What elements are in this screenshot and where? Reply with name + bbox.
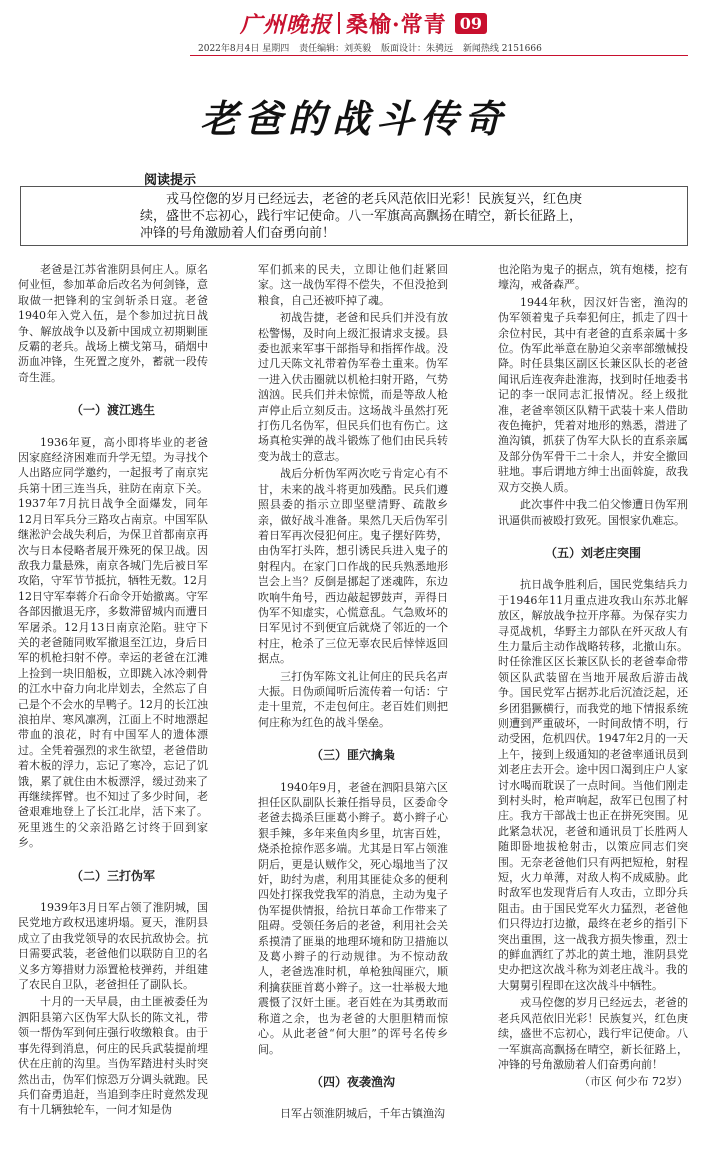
- paragraph: 初战告捷，老爸和民兵们并没有放松警惕，及时向上级汇报请求支援。县委也派来军事干部指导和指挥作战。没过几天陈文礼带着伪军卷土重来。伪军一进入伏击圈就以机枪扫射开路，气势汹汹。民兵们并未惊慌，而是等敌人枪声停止后立刻反击。这场战斗虽然打死打伤几名伪军，但民兵们也有伤亡。这场真枪实弹的战斗锻炼了他们由民兵转变为战士的意志。: [258, 311, 448, 463]
- reading-tips-label: 阅读提示: [144, 173, 197, 188]
- header-rule: [190, 55, 688, 56]
- section-heading-5: （五）刘老庄突围: [544, 545, 641, 560]
- header-info-line: [198, 41, 549, 54]
- paragraph: 战后分析伪军两次吃亏肯定心有不甘，未来的战斗将更加残酷。民兵们遵照县委的指示立即坚壁清野、疏散乡亲，做好战斗准备。果然几天后伪军引着日军再次侵犯何庄。鬼子摆好阵势，由伪军打头阵，想引诱民兵进入鬼子的射程内。在家门口作战的民兵熟悉地形岂会上当？反倒是挪起了迷魂阵，东边吹响牛角号，西边敲起锣鼓声，弄得日伪军不知虚实，心慌意乱。气急败坏的日军见讨不到便宜后就烧了邻近的一个村庄，枪杀了三位无辜农民后悻悻返回据点。: [258, 467, 448, 666]
- article-column-2: [258, 262, 448, 1124]
- section-heading-1: （一）渡江逃生: [70, 403, 155, 418]
- page-number-badge: 09: [455, 13, 487, 34]
- paragraph: 1939年3月日军占领了淮阴城，国民党地方政权迅速坍塌。夏天，淮阴县成立了由我党领导的农民抗敌协会。抗日需要武装，老爸他们以联防自卫的名义多方筹措财力添置枪枝弹药，并组建了农民自卫队，老爸担任了副队长。: [18, 901, 208, 992]
- section-name: 桑榆·常青: [346, 11, 447, 38]
- paragraph: 抗日战争胜利后，国民党集结兵力于1946年11月重点进攻我山东苏北解放区，解放战争拉开序幕。为保存实力寻觅战机，华野主力部队在歼灭敌人有生力量后主动作战略转移，北撤山东。时任徐淮区区长兼区队长的老爸奉命带领区队武装留在当地开展敌后游击战争。国民党军占据苏北后沉渣泛起，还乡团猖獗横行，而我党的地下情报系统则遭到严重破坏，一时间敌情不明，行动受困，危机四伏。1947年2月的一天上午，接到上级通知的老爸率通讯员到刘老庄去开会。途中因口渴到庄户人家讨水喝而耽误了一点时间。当他们刚走到村头时，枪声响起，敌军已包围了村庄。我方干部战士也正在拼死突围。见此紧急状况，老爸和通讯员丁长胜两人随即卧地拔枪射击，以策应同志们突围。无奈老爸他们只有两把短枪，射程短，火力单薄，对敌人构不成威胁。此时敌军也发现背后有人攻击，立即分兵阻击。由于国民党军火力猛烈，老爸他们只得边打边撤，最终在老乡的指引下突出重围，这一战我方损失惨重，烈士的鲜血洒红了苏北的黄土地，淮阴县党史办把这次战斗称为刘老庄战斗。我的大舅舅引程即在这次战斗中牺牲。: [498, 578, 688, 992]
- designer-credit: 版面设计：朱骋远: [380, 44, 453, 54]
- section-heading-4: （四）夜袭渔沟: [310, 1074, 395, 1089]
- article-column-3: [498, 262, 688, 1090]
- intro-paragraph: 老爸是江苏省淮阴县何庄人。原名何业恒，参加革命后改名为何剑锋，意取做一把锋利的宝剑斩杀日寇。老爸1940年入党入伍，是个参加过抗日战争、解放战争以及新中国成立初期剿匪反霸的老兵。战场上横戈第马，硝烟中沥血冲锋，生死置之度外，蓄就一段传奇生涯。: [18, 263, 208, 384]
- paragraph: 1936年夏，高小即将毕业的老爸因家庭经济困难而升学无望。为寻找个人出路应同学邀约，一起报考了南京宪兵第十团三连当兵，驻防在南京下关。1937年7月抗日战争全面爆发，同年12月日军兵分三路攻占南京。中国军队继淞沪会战失利后，为保卫首都南京再次与日本侵略者展开殊死的保卫战。因敌我力量悬殊，南京各城门先后被日军攻陷，守军节节抵抗，牺牲无数。12月12日守军奉蒋介石命令开始撤离。守军各部因撤退无序，多数滞留城内而遭日军屠杀。12月13日南京沦陷。驻守下关的老爸随同败军撤退至江边，身后日军的机枪扫射不停。幸运的老爸在江滩上捡到一块旧船板，立即跳入冰冷刺骨的江水中奋力向北岸划去，全然忘了自己是个不会水的旱鸭子。12月的长江浊浪拍岸、寒风凛冽，江面上不时地漂起带血的浪花，时有中国军人的遗体漂过。全凭着强烈的求生欲望，老爸借助着木板的浮力，忘记了寒冷，忘记了饥饿，累了就住由木板漂浮，缓过劲来了再继续挥臂。也不知过了多少时间，老爸艰难地登上了长江北岸，活下来了。死里逃生的父亲沿路乞讨终于回到家乡。: [18, 435, 208, 850]
- page-header: [0, 0, 708, 58]
- section-heading-2: （二）三打伪军: [70, 868, 155, 883]
- paragraph: 也沦陷为鬼子的据点，筑有炮楼，挖有壕沟，戒备森严。: [498, 263, 688, 292]
- paragraph: 此次事件中我二伯父惨遭日伪军刑讯逼供而被殴打致死。国恨家仇难忘。: [498, 498, 688, 527]
- newspaper-logo: 广州晚报: [240, 11, 333, 38]
- paragraph: 1940年9月，老爸在泗阳县第六区担任区队副队长兼任指导员，区委命令老爸去捣杀巨匪葛小辫子。葛小辫子心狠手辣，多年来鱼肉乡里，坑害百姓，烧杀抢掠作恶多端。尤其是日军占领淮阴后，更是认贼作父，死心塌地当了汉奸，助纣为虐，利用其匪徒众多的便利四处打探我党我军的消息，主动为鬼子伪军提供情报，给抗日革命工作带来了阻碍。受领任务后的老爸，利用社会关系摸清了匪巢的地理环境和防卫措施以及葛小辫子的行动规律。为不惊动敌人，老爸选准时机，单枪独闯匪穴，顺利擒获匪首葛小辫子。这一壮举极大地震慑了汉奸土匪。老百姓在为其勇敢而称道之余，也为老爸的大胆胆精而惊心。从此老爸“何大胆”的诨号名传乡间。: [258, 780, 448, 1056]
- paragraph: 1944年秋，因汉奸告密，渔沟的伪军领着鬼子兵奉犯何庄，抓走了四十余位村民，其中有老爸的直系亲属十多位。伪军此举意在胁迫父亲率部缴械投降。时任县集区副区长兼区队长的老爸闻讯后连夜奔赴淮海，找到时任地委书记的李一氓同志汇报情况。经上级批准，老爸率领区队精干武装十来人借助夜色掩护，凭着对地形的熟悉，潜进了渔沟镇，抓获了伪军大队长的直系亲属及部分伪军骨干二十余人，并安全撤回驻地。事后谓地方绅士出面斡旋，敌我双方交换人质。: [498, 295, 688, 494]
- editor-credit: 责任编辑：刘英毅: [299, 44, 372, 54]
- masthead-divider: [338, 12, 340, 34]
- masthead: [240, 8, 487, 38]
- closing-paragraph: 戎马倥偬的岁月已经远去，老爸的老兵风范依旧光彩！民族复兴，红色庚续，盛世不忘初心，践行牢记使命。八一军旗高高飘扬在晴空，新长征路上，冲锋的号角激励着人们奋勇向前！: [498, 996, 688, 1071]
- reading-tips-text: 戎马倥偬的岁月已经远去，老爸的老兵风范依旧光彩！民族复兴，红色庚续，盛世不忘初心，践行牢记使命。八一军旗高高飘扬在晴空，新长征路上，冲锋的号角激励着人们奋勇向前！: [140, 192, 583, 241]
- paragraph: 三打伪军陈文礼让何庄的民兵名声大振。日伪顽闻听后流传着一句话：宁走十里荒，不走包何庄。老百姓们则把何庄称为红色的战斗堡垒。: [258, 669, 448, 729]
- article-title: 老爸的战斗传奇: [199, 96, 508, 141]
- paragraph: 十月的一天早晨，由土匪被委任为泗阳县第六区伪军大队长的陈文礼，带领一帮伪军到何庄强行收缴粮食。由于事先得到消息，何庄的民兵武装提前埋伏在庄前的沟里。当伪军踏进村头时突然出击，伪军们惊恐万分调头就跑。民兵们奋勇追赶，当追到李庄时竟然发现有十几辆独轮车，一问才知是伪: [18, 995, 208, 1117]
- news-hotline: 新闻热线 2151666: [462, 44, 542, 54]
- author-signature: （市区 何少布 72岁）: [579, 1075, 688, 1089]
- article-column-1: [18, 262, 208, 1120]
- publish-date: 2022年8月4日 星期四: [198, 44, 290, 54]
- paragraph: 军们抓来的民夫，立即让他们赶紧回家。这一战伪军得不偿失，不但没抢到粮食，自己还被吓掉了魂。: [258, 263, 448, 307]
- paragraph: 日军占领淮阴城后，千年古镇渔沟: [280, 1107, 445, 1121]
- section-heading-3: （三）匪穴擒枭: [310, 748, 395, 763]
